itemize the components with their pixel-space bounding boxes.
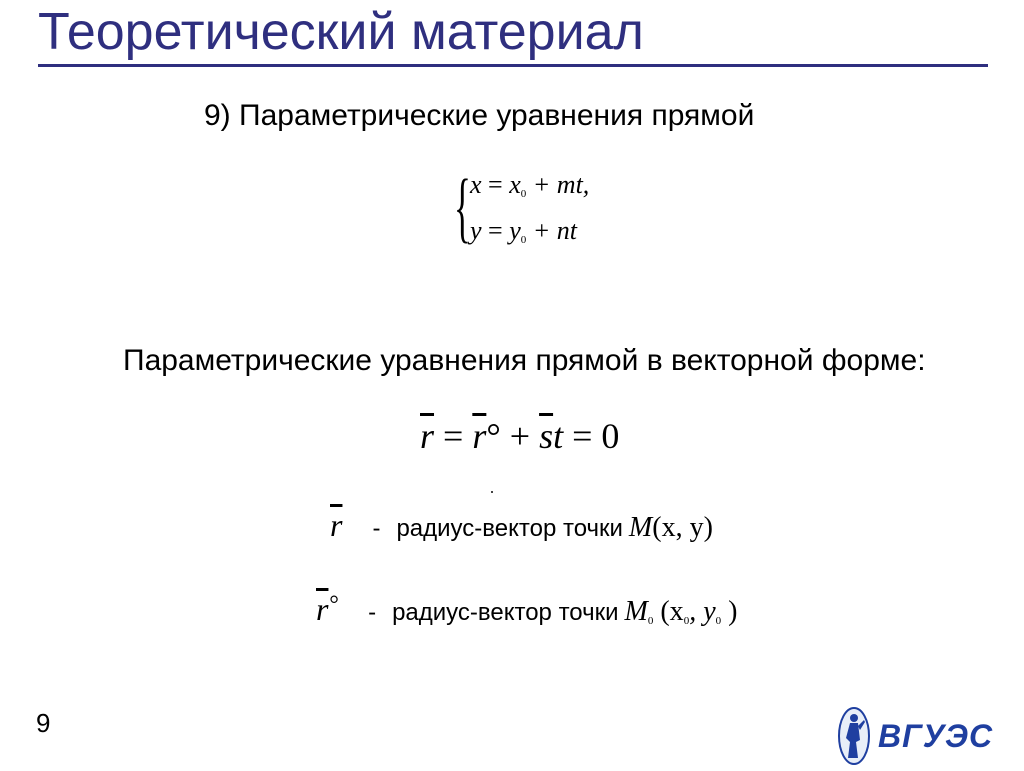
point-label (629, 512, 713, 543)
term-nt: + nt (526, 216, 578, 245)
definition-text: радиус-вектор точки (392, 599, 619, 626)
definition-text: радиус-вектор точки (396, 515, 623, 542)
equals: = (434, 416, 473, 456)
definition-dash: - (372, 515, 381, 542)
var-x0: x (509, 170, 521, 199)
section-heading: 9) Параметрические уравнения прямой (204, 99, 755, 132)
definition-symbol: $\overline{r}$ (316, 591, 329, 627)
x-subscript: 0 (683, 615, 690, 627)
university-logo (836, 706, 996, 766)
y-subscript: 0 (715, 615, 722, 627)
coords-close: ) (721, 596, 738, 627)
logo-text: ВГУЭС (878, 718, 994, 754)
vector-s: $\overline{s}$ (539, 416, 554, 456)
point-name: M (624, 596, 648, 627)
page-number: 9 (36, 708, 51, 738)
vector-r0: $\overline{r}$ (472, 416, 487, 456)
vector-form-caption: Параметрические уравнения прямой в векторной форме: (123, 344, 926, 377)
point-name: M (628, 512, 653, 543)
coords-mid: , y (689, 596, 716, 627)
var-t: t (553, 416, 564, 456)
equals-zero: = 0 (563, 416, 620, 456)
degree-mark: ° (328, 592, 339, 618)
slide-title: Теоретический материал (38, 3, 644, 61)
equals: = (481, 216, 510, 245)
vector-equation (420, 414, 619, 458)
title-underline (38, 64, 988, 67)
var-y: y (470, 216, 482, 245)
statue-icon (836, 706, 876, 766)
coords-open: (x (653, 596, 684, 627)
left-brace: { (454, 163, 471, 250)
equals: = (481, 170, 510, 199)
definition-r (330, 508, 713, 546)
system-line-x (470, 170, 589, 209)
definition-symbol: $\overline{r}$ (330, 507, 343, 543)
subscript-zero: 0 (520, 188, 527, 200)
stray-dot (491, 491, 493, 493)
definition-r0 (316, 588, 737, 638)
point-label (625, 596, 738, 627)
var-y0: y (509, 216, 521, 245)
plus: + (500, 416, 540, 456)
var-x: x (470, 170, 482, 199)
term-mt: + mt, (526, 170, 590, 199)
definition-dash: - (368, 599, 377, 626)
point-subscript: 0 (647, 615, 654, 627)
system-line-y (470, 216, 577, 255)
point-coords: (x, y) (652, 512, 713, 543)
subscript-zero: 0 (520, 234, 527, 246)
vector-r: $\overline{r}$ (420, 416, 435, 456)
degree-mark: ° (486, 416, 501, 456)
